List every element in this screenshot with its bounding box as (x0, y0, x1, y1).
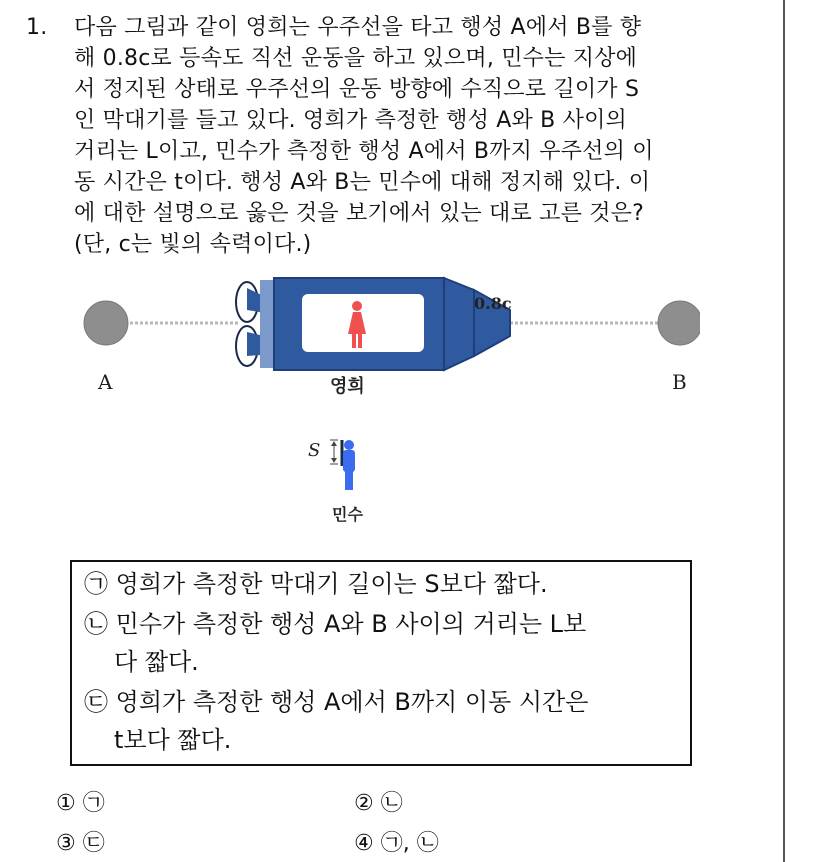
yeonghui-label: 영희 (330, 376, 365, 397)
statement-marker: ㉡ (84, 610, 108, 638)
question-line: 거리는 L이고, 민수가 측정한 행성 A에서 B까지 우주선의 이 (74, 139, 654, 164)
choice-number: ① (56, 791, 76, 816)
statement-marker: ㉠ (84, 570, 108, 598)
statement-marker: ㉢ (84, 688, 108, 716)
planet-b-icon (658, 301, 700, 345)
choice-1[interactable] (56, 786, 105, 817)
choice-text: ㉡ (380, 791, 403, 816)
question-line: 다음 그림과 같이 영희는 우주선을 타고 행성 A에서 B를 향 (74, 15, 642, 40)
choice-number: ③ (56, 831, 76, 856)
statements-box (70, 560, 692, 766)
choice-text: ㉢ (82, 831, 105, 856)
minsu-figure (330, 440, 355, 490)
statement-continuation: t보다 짧다. (114, 726, 232, 754)
column-divider (783, 0, 785, 862)
statement-text: 영희가 측정한 막대기 길이는 S보다 짧다. (115, 570, 548, 598)
choice-text: ㉠ (82, 791, 105, 816)
question-number: 1. (26, 15, 48, 40)
question-line: 서 정지된 상태로 우주선의 운동 방향에 수직으로 길이가 S (74, 77, 640, 102)
choice-number: ④ (354, 831, 374, 856)
planet-b-label: B (672, 370, 687, 394)
rod-length-label: S (308, 440, 321, 461)
statement-item (84, 564, 548, 604)
choice-2[interactable] (354, 786, 403, 817)
spaceship-icon (236, 278, 510, 370)
statement-item (84, 604, 586, 644)
speed-label: 0.8c (474, 294, 512, 313)
choice-number: ② (354, 791, 374, 816)
question-line: 해 0.8c로 등속도 직선 운동을 하고 있으며, 민수는 지상에 (74, 46, 638, 71)
choice-4[interactable] (354, 826, 439, 857)
question-line: (단, c는 빛의 속력이다.) (74, 232, 312, 257)
choice-3[interactable] (56, 826, 105, 857)
question-text (74, 12, 766, 260)
choice-text: ㉠, ㉡ (380, 831, 439, 856)
planet-a-label: A (98, 370, 113, 394)
planet-a-icon (84, 301, 128, 345)
question-line: 인 막대기를 들고 있다. 영희가 측정한 행성 A와 B 사이의 (74, 108, 627, 133)
question-line: 동 시간은 t이다. 행성 A와 B는 민수에 대해 정지해 있다. 이 (74, 170, 651, 195)
statement-continuation: 다 짧다. (114, 648, 199, 676)
figure-drawing (60, 270, 700, 540)
minsu-label: 민수 (332, 505, 363, 524)
statement-item (84, 682, 588, 722)
spaceship-figure (60, 270, 700, 540)
question-block (26, 12, 766, 260)
statement-text: 영희가 측정한 행성 A에서 B까지 이동 시간은 (115, 688, 589, 716)
question-line: 에 대한 설명으로 옳은 것을 보기에서 있는 대로 고른 것은? (74, 201, 645, 226)
statement-text: 민수가 측정한 행성 A와 B 사이의 거리는 L보 (115, 610, 587, 638)
